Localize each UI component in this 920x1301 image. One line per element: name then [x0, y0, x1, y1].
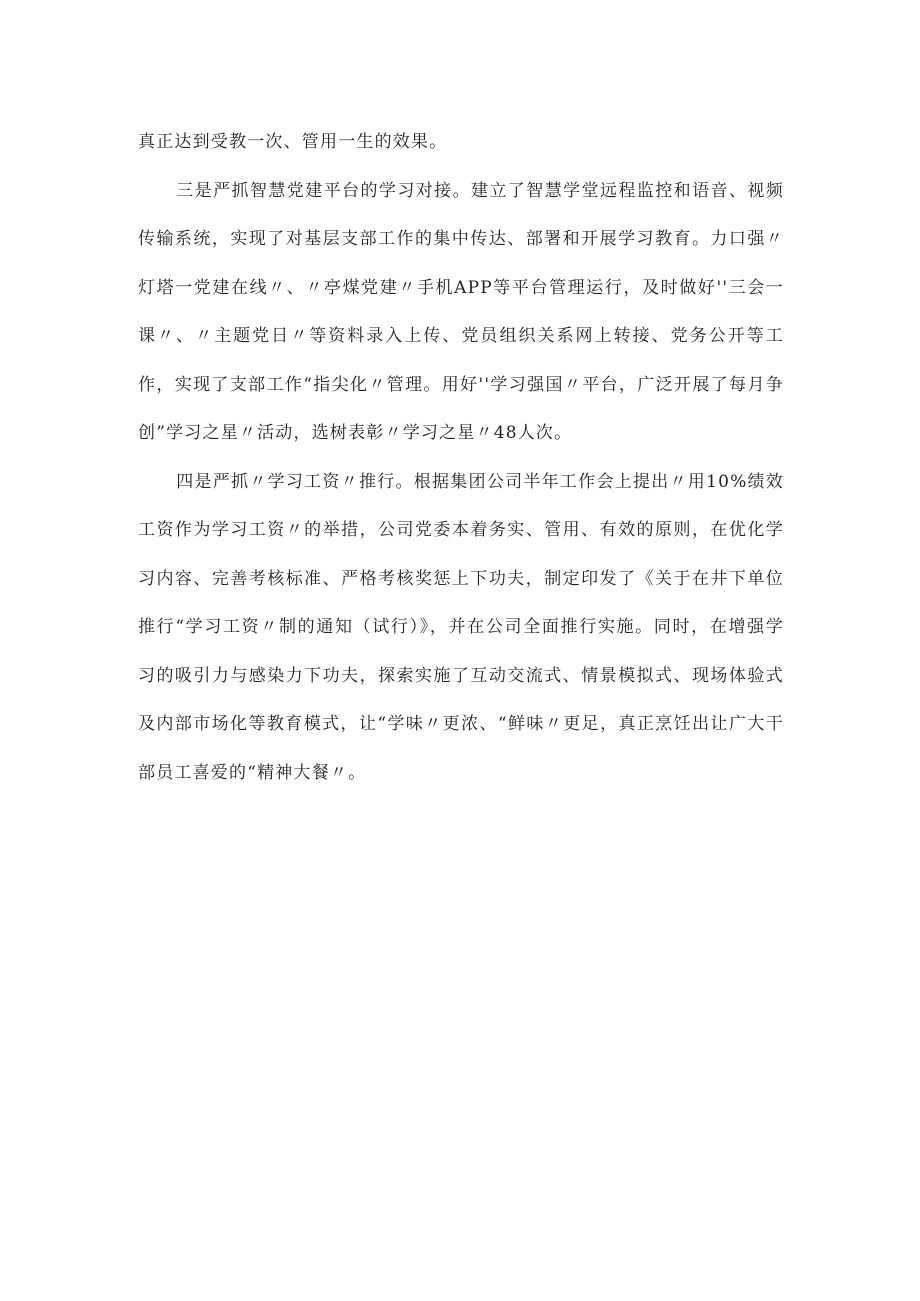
paragraph-continuation: 真正达到受教一次、管用一生的效果。 — [138, 132, 448, 152]
paragraph-study-wage: 四是严抓〃学习工资〃推行。根据集团公司半年工作会上提出〃用10%绩效工资作为学习工资〃的举措，公司党委本着务实、管用、有效的原则，在优化学习内容、完善考核标准、严格考核奖惩上下功夫，制定印发了《关于在井下单位推行“学习工资〃制的通知（试行）》，并在公司全面推行实施。同时，在增强学习的吸引力与感染力下功夫，探索实施了互动交流式、情景模拟式、现场体验式及内部市场化等教育模式，让“学味〃更浓、“鲜味〃更足，真正烹饪出让广大干部员工喜爱的“精神大餐〃。 — [138, 471, 784, 783]
paragraph-smart-party-platform: 三是严抓智慧党建平台的学习对接。建立了智慧学堂远程监控和语音、视频传输系统，实现了对基层支部工作的集中传达、部署和开展学习教育。力口强〃灯塔一党建在线〃、〃亭煤党建〃手机APP等平台管理运行，及时做好''三会一课〃、〃主题党日〃等资料录入上传、党员组织关系网上转接、党务公开等工作，实现了支部工作“指尖化〃管理。用好''学习强国〃平台，广泛开展了每月争创”学习之星〃活动，选树表彰〃学习之星〃48人次。 — [138, 180, 784, 443]
document-body — [138, 118, 784, 797]
